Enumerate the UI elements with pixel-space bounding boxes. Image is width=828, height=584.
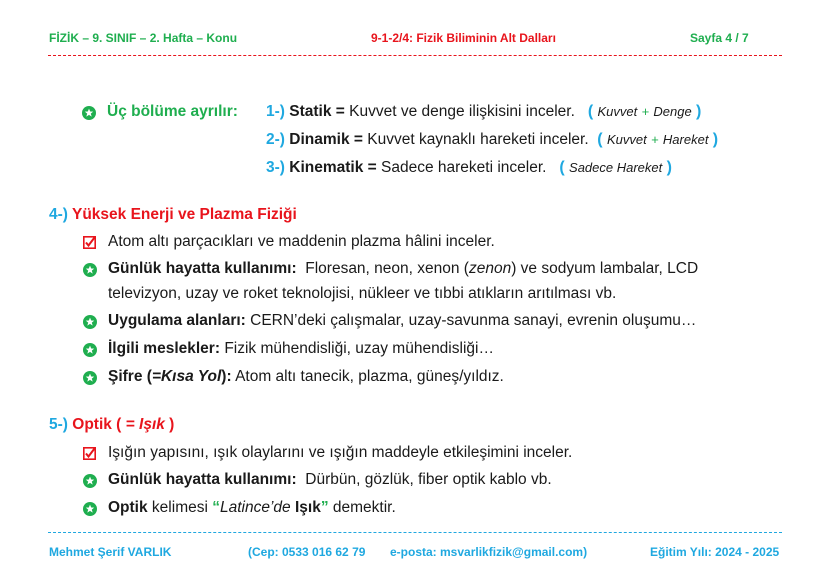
footer-author: Mehmet Şerif VARLIK bbox=[49, 545, 172, 559]
footer-phone: (Cep: 0533 016 62 79 bbox=[248, 545, 366, 559]
intro-label: Üç bölüme ayrılır: bbox=[107, 103, 238, 120]
section-5-heading: 5-) Optik ( = Işık ) bbox=[49, 416, 175, 433]
footer-divider bbox=[48, 532, 782, 533]
section-4-usage: Günlük hayatta kullanımı: Floresan, neon, xenon (zenon) ve sodyum lambalar, LCD bbox=[108, 260, 699, 277]
header-topic: 9-1-2/4: Fizik Biliminin Alt Dalları bbox=[371, 31, 556, 45]
section-5-description: Işığın yapısını, ışık olaylarını ve ışığın maddeyle etkileşimini inceler. bbox=[108, 444, 573, 461]
section-5-etymology: Optik kelimesi “Latince’de Işık” demektir. bbox=[108, 499, 396, 516]
checkbox-checked-icon bbox=[83, 236, 96, 249]
section-4-applications: Uygulama alanları: CERN’deki çalışmalar, uzay-savunma sanayi, evrenin oluşumu… bbox=[108, 312, 697, 329]
star-bullet-icon bbox=[83, 315, 97, 329]
star-bullet-icon bbox=[83, 474, 97, 488]
section-4-shortcut: Şifre (=Kısa Yol): Atom altı tanecik, plazma, güneş/yıldız. bbox=[108, 368, 504, 385]
intro-item-dinamik: 2-) Dinamik = Kuvvet kaynaklı hareketi inceler. ( Kuvvet + Hareket ) bbox=[266, 131, 719, 148]
star-bullet-icon bbox=[82, 106, 96, 120]
header-course: FİZİK – 9. SINIF – 2. Hafta – Konu bbox=[49, 31, 238, 45]
intro-item-statik: 1-) Statik = Kuvvet ve denge ilişkisini inceler. ( Kuvvet + Denge ) bbox=[266, 103, 702, 120]
section-5-usage: Günlük hayatta kullanımı: Dürbün, gözlük, fiber optik kablo vb. bbox=[108, 471, 552, 488]
header-page-number: Sayfa 4 / 7 bbox=[690, 31, 749, 45]
footer-school-year: Eğitim Yılı: 2024 - 2025 bbox=[650, 545, 780, 559]
footer-email: e-posta: msvarlikfizik@gmail.com) bbox=[390, 545, 588, 559]
section-4-usage-continued: televizyon, uzay ve roket teknolojisi, nükleer ve tıbbi atıkların arıtılması vb. bbox=[108, 285, 617, 302]
intro-item-kinematik: 3-) Kinematik = Sadece hareketi inceler. ( Sadece Hareket ) bbox=[266, 159, 672, 176]
star-bullet-icon bbox=[83, 263, 97, 277]
star-bullet-icon bbox=[83, 502, 97, 516]
section-4-jobs: İlgili meslekler: Fizik mühendisliği, uzay mühendisliği… bbox=[108, 340, 494, 357]
section-4-heading: 4-) Yüksek Enerji ve Plazma Fiziği bbox=[49, 206, 297, 223]
section-4-description: Atom altı parçacıkları ve maddenin plazma hâlini inceler. bbox=[108, 233, 495, 250]
checkbox-checked-icon bbox=[83, 447, 96, 460]
header-divider bbox=[48, 55, 782, 56]
star-bullet-icon bbox=[83, 343, 97, 357]
star-bullet-icon bbox=[83, 371, 97, 385]
